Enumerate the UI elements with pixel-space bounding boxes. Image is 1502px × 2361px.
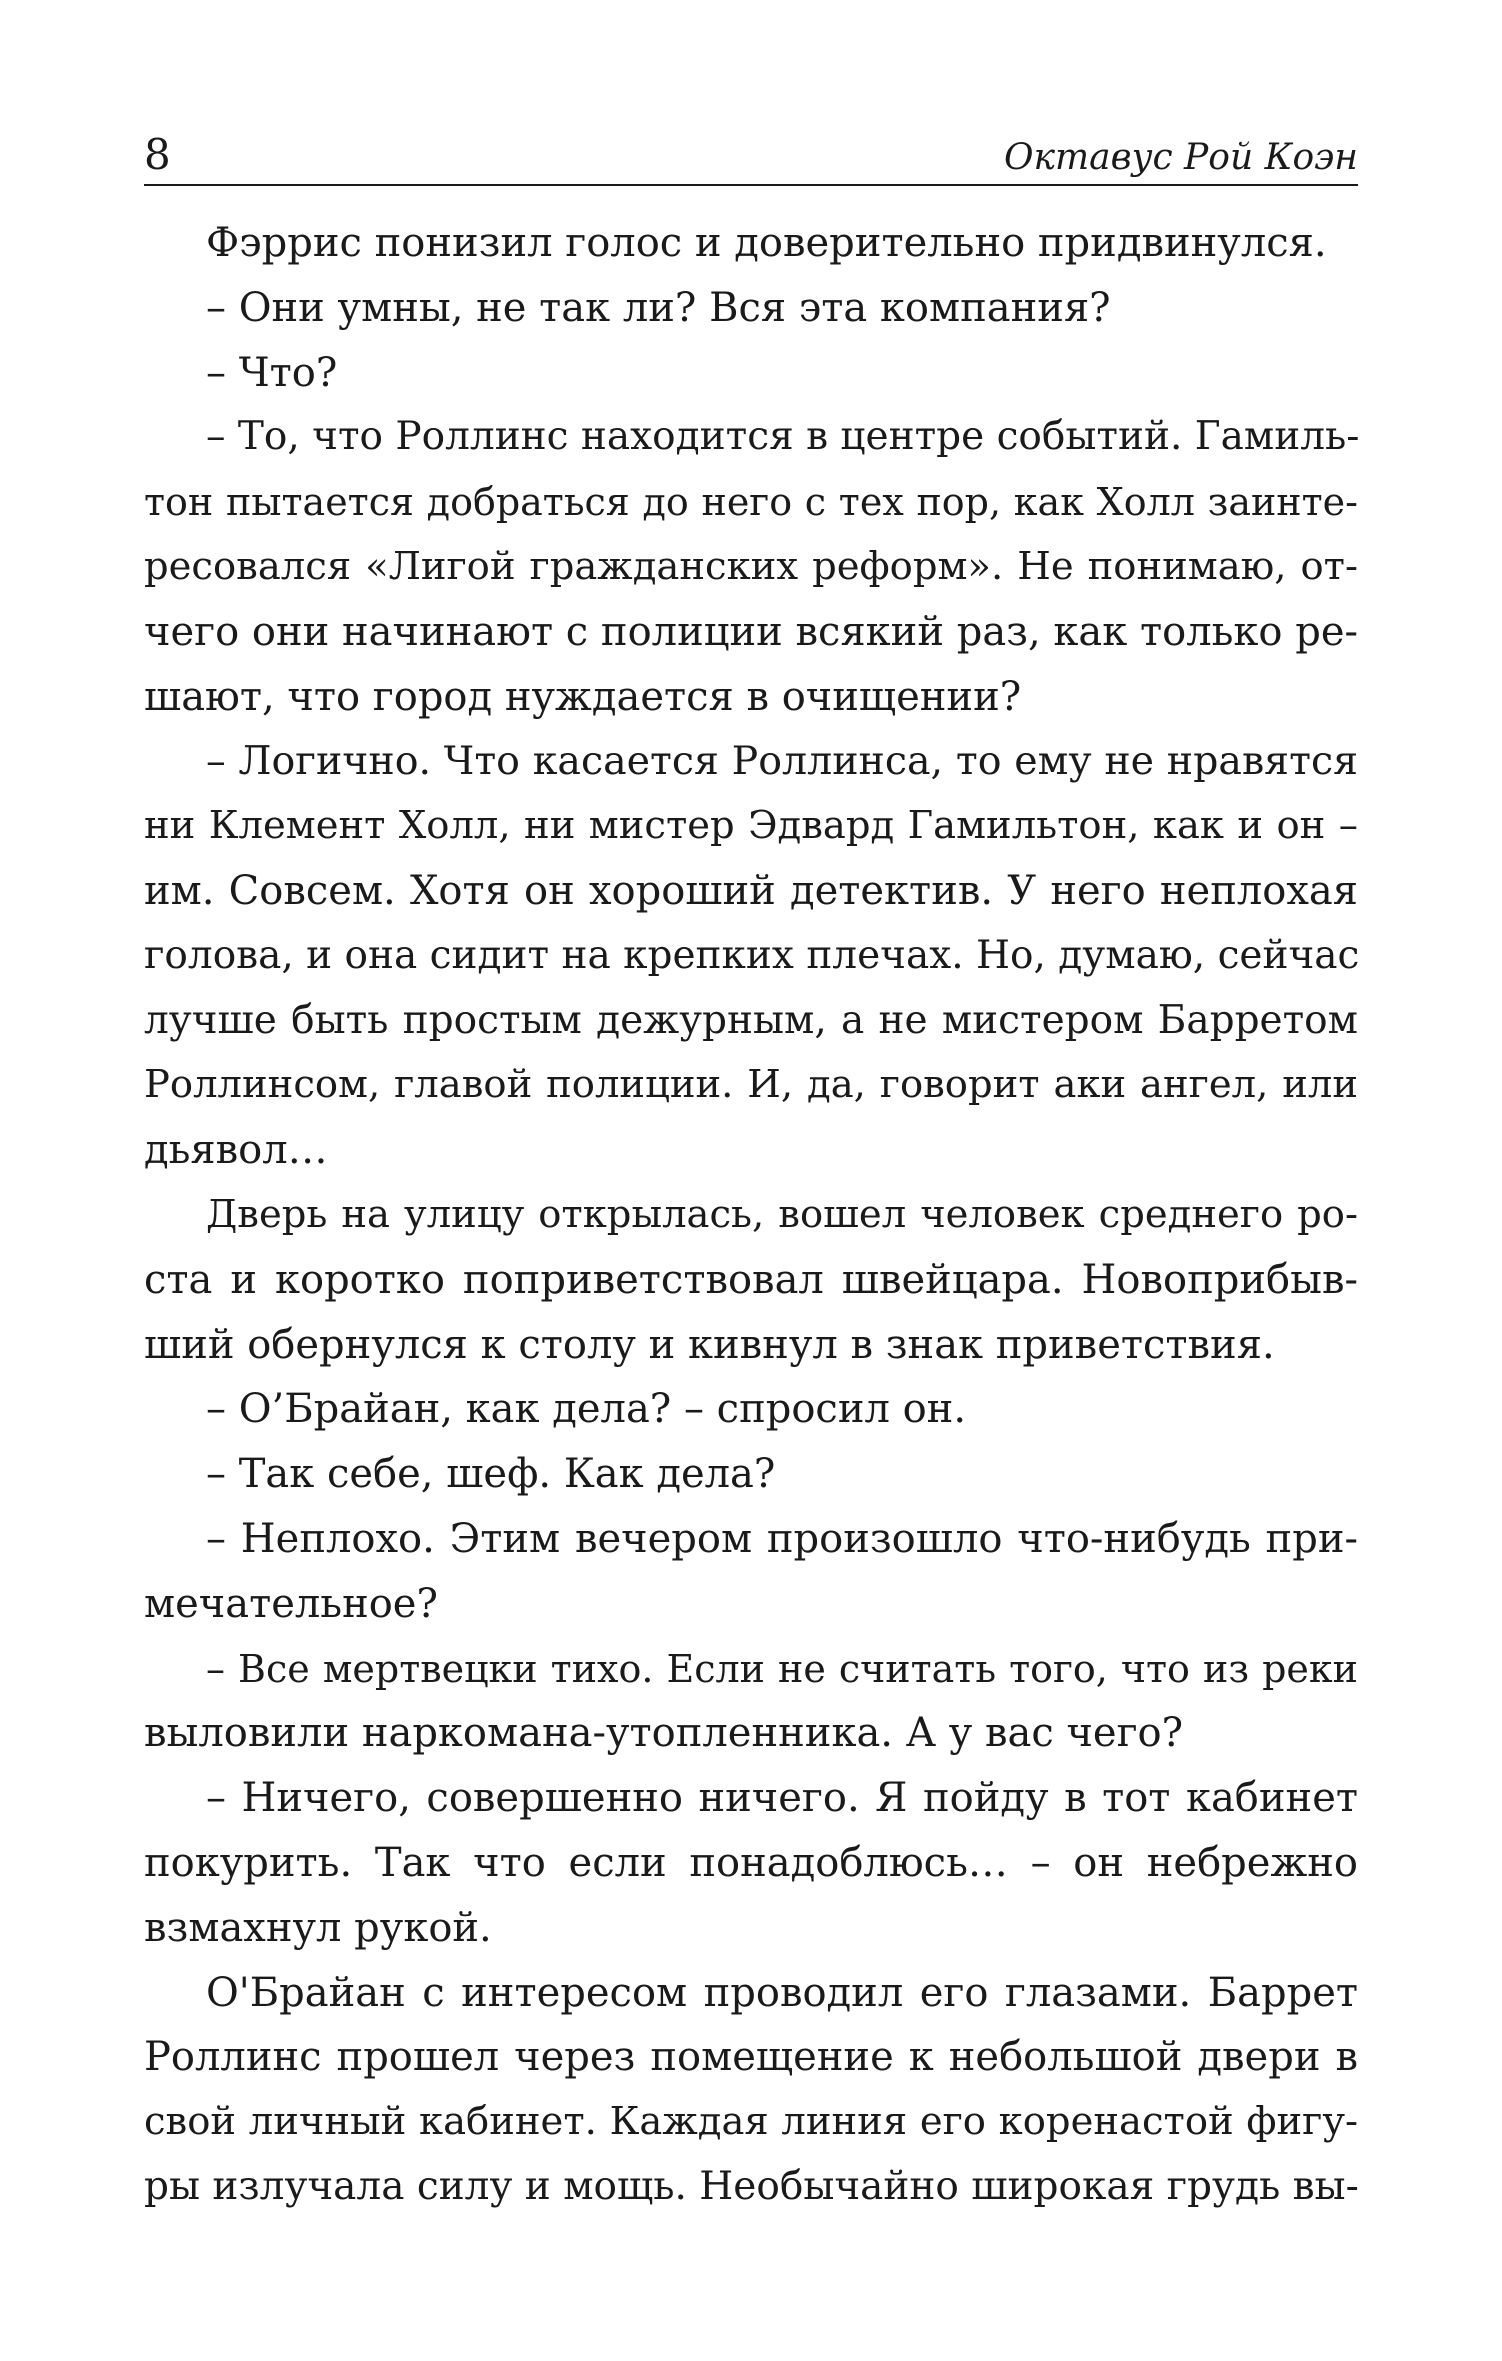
text-line: ста и коротко поприветствовал швейцара. Новоприбыв- — [144, 1256, 1358, 1303]
text-line: шают, что город нуждается в очищении? — [144, 673, 1022, 720]
text-line: – О’Брайан, как дела? – спросил он. — [206, 1386, 967, 1433]
page-number: 8 — [144, 130, 171, 179]
text-line: О'Брайан с интересом проводил его глазами. Баррет — [206, 1969, 1358, 2016]
text-line: – Они умны, не так ли? Вся эта компания? — [206, 284, 1111, 331]
text-line: Дверь на улицу открылась, вошел человек среднего ро- — [206, 1191, 1358, 1237]
body-text — [144, 211, 1358, 2220]
text-line: – Что? — [206, 349, 338, 396]
text-line: ший обернулся к столу и кивнул в знак приветствия. — [144, 1321, 1275, 1368]
text-line: чего они начинают с полиции всякий раз, как только ре- — [144, 608, 1358, 655]
text-line: лучше быть простым дежурным, а не мистером Барретом — [144, 997, 1358, 1043]
text-line: – То, что Роллинс находится в центре событий. Гамиль- — [206, 414, 1360, 460]
text-line: – Так себе, шеф. Как дела? — [206, 1451, 776, 1498]
text-line: – Неплохо. Этим вечером произошло что-нибудь при- — [206, 1515, 1358, 1562]
text-line: взмахнул рукой. — [144, 1904, 492, 1951]
text-line: – Логично. Что касается Роллинса, то ему не нравятся — [206, 738, 1358, 785]
text-line: – Ничего, совершенно ничего. Я пойду в тот кабинет — [206, 1775, 1358, 1822]
text-line: им. Совсем. Хотя он хороший детектив. У него неплохая — [144, 867, 1358, 914]
text-line: – Все мертвецки тихо. Если не считать того, что из реки — [206, 1646, 1358, 1691]
text-line: тон пытается добраться до него с тех пор, как Холл заинте- — [144, 480, 1358, 525]
text-line: ры излучала силу и мощь. Необычайно широкая грудь вы- — [144, 2163, 1359, 2209]
text-line: голова, и она сидит на крепких плечах. Но, думаю, сейчас — [144, 932, 1360, 978]
text-line: Роллинсом, главой полиции. И, да, говорит аки ангел, или — [144, 1062, 1358, 1108]
text-line: выловили наркомана-утопленника. А у вас чего? — [144, 1710, 1184, 1757]
page-header — [144, 122, 1358, 186]
text-line: Роллинс прошел через помещение к небольшой двери в — [144, 2034, 1358, 2081]
text-line: ни Клемент Холл, ни мистер Эдвард Гамильтон, как и он – — [144, 803, 1358, 849]
text-line: Фэррис понизил голос и доверительно придвинулся. — [206, 220, 1327, 266]
running-head: Октавус Рой Коэн — [1004, 137, 1358, 178]
text-line: дьявол… — [144, 1127, 328, 1174]
text-line: мечательное? — [144, 1580, 438, 1627]
text-line: ресовался «Лигой гражданских реформ». Не понимаю, от- — [144, 543, 1358, 589]
text-line: покурить. Так что если понадоблюсь… – он небрежно — [144, 1839, 1358, 1886]
text-line: свой личный кабинет. Каждая линия его коренастой фигу- — [144, 2099, 1358, 2145]
